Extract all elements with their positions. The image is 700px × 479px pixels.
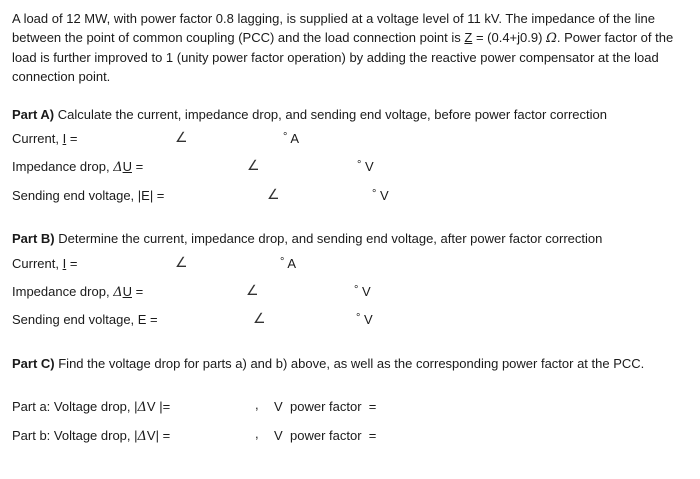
intro-text-2: = (0.4+j0.9) (472, 30, 547, 45)
angle-icon: ∠ (247, 157, 260, 173)
part-c-b-pf-label: power factor = (290, 428, 377, 443)
degree-icon: ° (357, 159, 362, 171)
angle-icon: ∠ (246, 282, 259, 298)
current-symbol: I (62, 256, 67, 271)
intro-text-1: A load of 12 MW, with power factor 0.8 lagging, is supplied at a voltage level of 11 kV. The impedance of the line between the point of common coupling (PCC) and the load connection point is (12, 11, 655, 45)
part-a-sending-unit: ° V (372, 188, 389, 203)
part-c-text: Find the voltage drop for parts a) and b) above, as well as the corresponding power factor at the PCC. (54, 356, 645, 371)
part-b-sending-label: Sending end voltage, E = (12, 312, 158, 327)
problem-statement (12, 9, 696, 86)
degree-icon: ° (280, 256, 285, 268)
part-b-heading: Part B) (12, 231, 55, 246)
part-b-text: Determine the current, impedance drop, and sending end voltage, after power factor correction (54, 231, 603, 246)
part-b-heading-line (12, 231, 602, 246)
part-a-heading: Part A) (12, 107, 55, 122)
part-a-sending-label: Sending end voltage, |E| = (12, 188, 165, 203)
delta-symbol: Δ (113, 285, 123, 300)
angle-icon: ∠ (175, 254, 188, 270)
part-c-heading: Part C) (12, 356, 55, 371)
part-b-impedance-unit: ° V (354, 284, 371, 299)
part-a-impedance-label: Impedance drop, ΔU = (12, 159, 144, 175)
part-c-a-unit: V (274, 399, 283, 414)
part-a-heading-line (12, 107, 607, 122)
delta-symbol: Δ (113, 160, 123, 175)
part-a-current-unit: ° A (283, 131, 299, 146)
comma-separator: , (255, 426, 259, 441)
part-b-sending-unit: ° V (356, 312, 373, 327)
part-a-text: Calculate the current, impedance drop, and sending end voltage, before power factor correction (54, 107, 607, 122)
delta-symbol: Δ (137, 400, 147, 415)
current-symbol: I (62, 131, 67, 146)
intro-text-3: . Power factor of the load is further improved to 1 (unity power factor operation) by adding the reactive power compensator at the load connection point. (12, 30, 674, 84)
angle-icon: ∠ (267, 186, 280, 202)
part-a-current-label: Current, I = (12, 131, 78, 146)
part-c-b-label: Part b: Voltage drop, |ΔV| = (12, 428, 171, 444)
part-c-heading-line (12, 356, 644, 371)
impedance-symbol: Z (464, 30, 473, 45)
comma-separator: , (255, 397, 259, 412)
degree-icon: ° (354, 284, 359, 296)
degree-icon: ° (356, 312, 361, 324)
degree-icon: ° (283, 131, 288, 143)
part-b-current-unit: ° A (280, 256, 296, 271)
delta-symbol: Δ (137, 429, 147, 444)
part-c-a-pf-label: power factor = (290, 399, 377, 414)
angle-icon: ∠ (253, 310, 266, 326)
part-c-a-label: Part a: Voltage drop, |ΔV |= (12, 399, 171, 415)
part-b-current-label: Current, I = (12, 256, 78, 271)
degree-icon: ° (372, 188, 377, 200)
part-b-impedance-label: Impedance drop, ΔU = (12, 284, 144, 300)
part-a-impedance-unit: ° V (357, 159, 374, 174)
ohm-symbol: Ω (546, 31, 557, 46)
angle-icon: ∠ (175, 129, 188, 145)
part-c-b-unit: V (274, 428, 283, 443)
